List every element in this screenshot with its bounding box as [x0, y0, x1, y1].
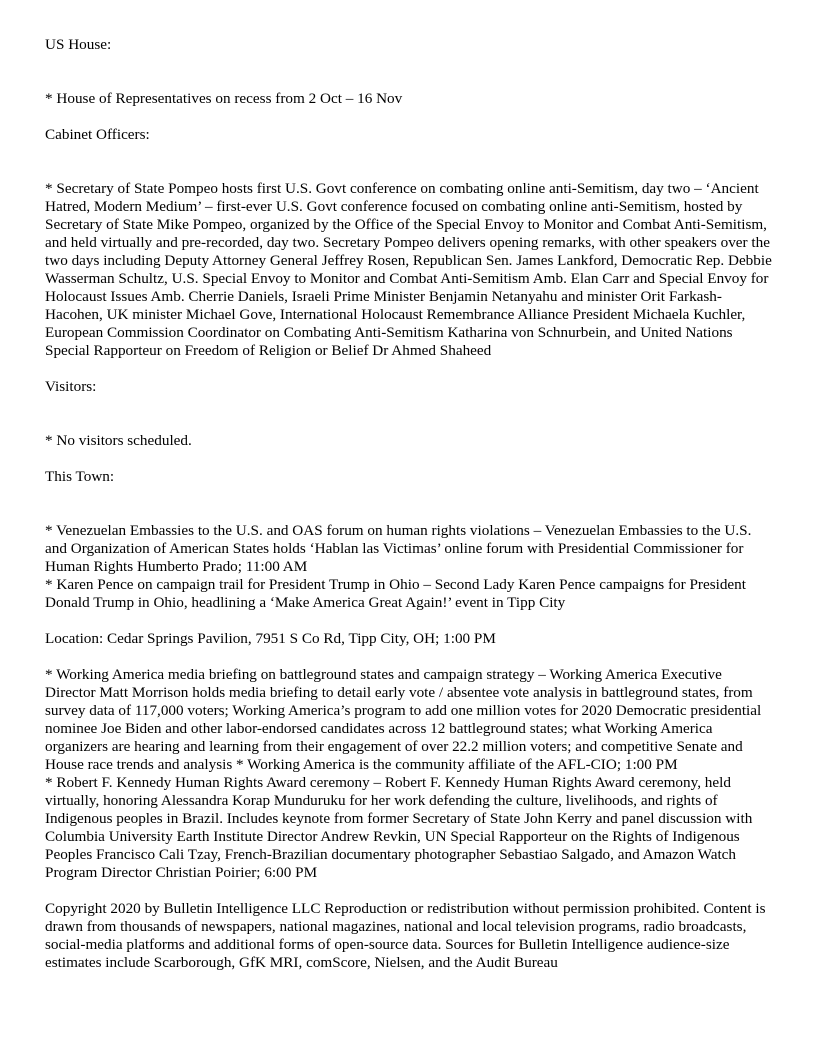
this-town-item-working-america: * Working America media briefing on battleground states and campaign strategy – Working America Executive Director Matt Morrison holds media briefing to detail early vote / absentee vote analysis in battleground states, from survey data of 117,000 voters; Working America’s program to add one million votes for 2020 Democratic presidential nominee Joe Biden and other labor-endorsed candidates across 12 battleground states; what Working America organizers are hearing and learning from their engagement of over 22.2 million voters; and competitive Senate and House race trends and analysis * Working America is the community affiliate of the AFL-CIO; 1:00 PM — [45, 666, 762, 773]
visitors-item: * No visitors scheduled. — [45, 432, 192, 449]
this-town-location-pence: Location: Cedar Springs Pavilion, 7951 S Co Rd, Tipp City, OH; 1:00 PM — [45, 630, 496, 647]
section-heading-us-house: US House: — [45, 36, 112, 53]
this-town-item-karen-pence: * Karen Pence on campaign trail for President Trump in Ohio – Second Lady Karen Pence campaigns for President Donald Trump in Ohio, headlining a ‘Make America Great Again!’ event in Tipp City — [45, 576, 746, 611]
cabinet-item-pompeo-conference: * Secretary of State Pompeo hosts first U.S. Govt conference on combating online anti-Semitism, day two – ‘Ancient Hatred, Modern Medium’ – first-ever U.S. Govt conference focused on combating online anti-Semitism, hosted by Secretary of State Mike Pompeo, organized by the Office of the Special Envoy to Monitor and Combat Anti-Semitism, and held virtually and pre-recorded, day two. Secretary Pompeo delivers opening remarks, with other speakers over the two days including Deputy Attorney General Jeffrey Rosen, Republican Sen. James Lankford, Democratic Rep. Debbie Wasserman Schultz, U.S. Special Envoy to Monitor and Combat Anti-Semitism Amb. Elan Carr and Special Envoy for Holocaust Issues Amb. Cherrie Daniels, Israeli Prime Minister Benjamin Netanyahu and minister Orit Farkash-Hacohen, UK minister Michael Gove, International Holocaust Remembrance Alliance President Michaela Kuchler, European Commission Coordinator on Combating Anti-Semitism Katharina von Schnurbein, and United Nations Special Rapporteur on Freedom of Religion or Belief Dr Ahmed Shaheed — [45, 180, 772, 359]
this-town-item-venezuela-forum: * Venezuelan Embassies to the U.S. and OAS forum on human rights violations – Venezuelan Embassies to the U.S. and Organization of American States holds ‘Hablan las Victimas’ online forum with Presidential Commissioner for Human Rights Humberto Prado; 11:00 AM — [45, 522, 752, 575]
us-house-item: * House of Representatives on recess from 2 Oct – 16 Nov — [45, 90, 403, 107]
section-heading-visitors: Visitors: — [45, 378, 97, 395]
this-town-item-rfk-award: * Robert F. Kennedy Human Rights Award ceremony – Robert F. Kennedy Human Rights Award ceremony, held virtually, honoring Alessandra Korap Munduruku for her work defending the culture, livelihoods, and rights of Indigenous peoples in Brazil. Includes keynote from former Secretary of State John Kerry and panel discussion with Columbia University Earth Institute Director Andrew Revkin, UN Special Rapporteur on the Rights of Indigenous Peoples Francisco Cali Tzay, French-Brazilian documentary photographer Sebastiao Salgado, and Amazon Watch Program Director Christian Poirier; 6:00 PM — [45, 774, 753, 881]
document-page — [45, 36, 773, 972]
copyright-notice: Copyright 2020 by Bulletin Intelligence LLC Reproduction or redistribution without permission prohibited. Content is drawn from thousands of newspapers, national magazines, national and local television programs, radio broadcasts, social-media platforms and additional forms of open-source data. Sources for Bulletin Intelligence audience-size estimates include Scarborough, GfK MRI, comScore, Nielsen, and the Audit Bureau — [45, 900, 766, 971]
section-heading-this-town: This Town: — [45, 468, 115, 485]
section-heading-cabinet-officers: Cabinet Officers: — [45, 126, 150, 143]
